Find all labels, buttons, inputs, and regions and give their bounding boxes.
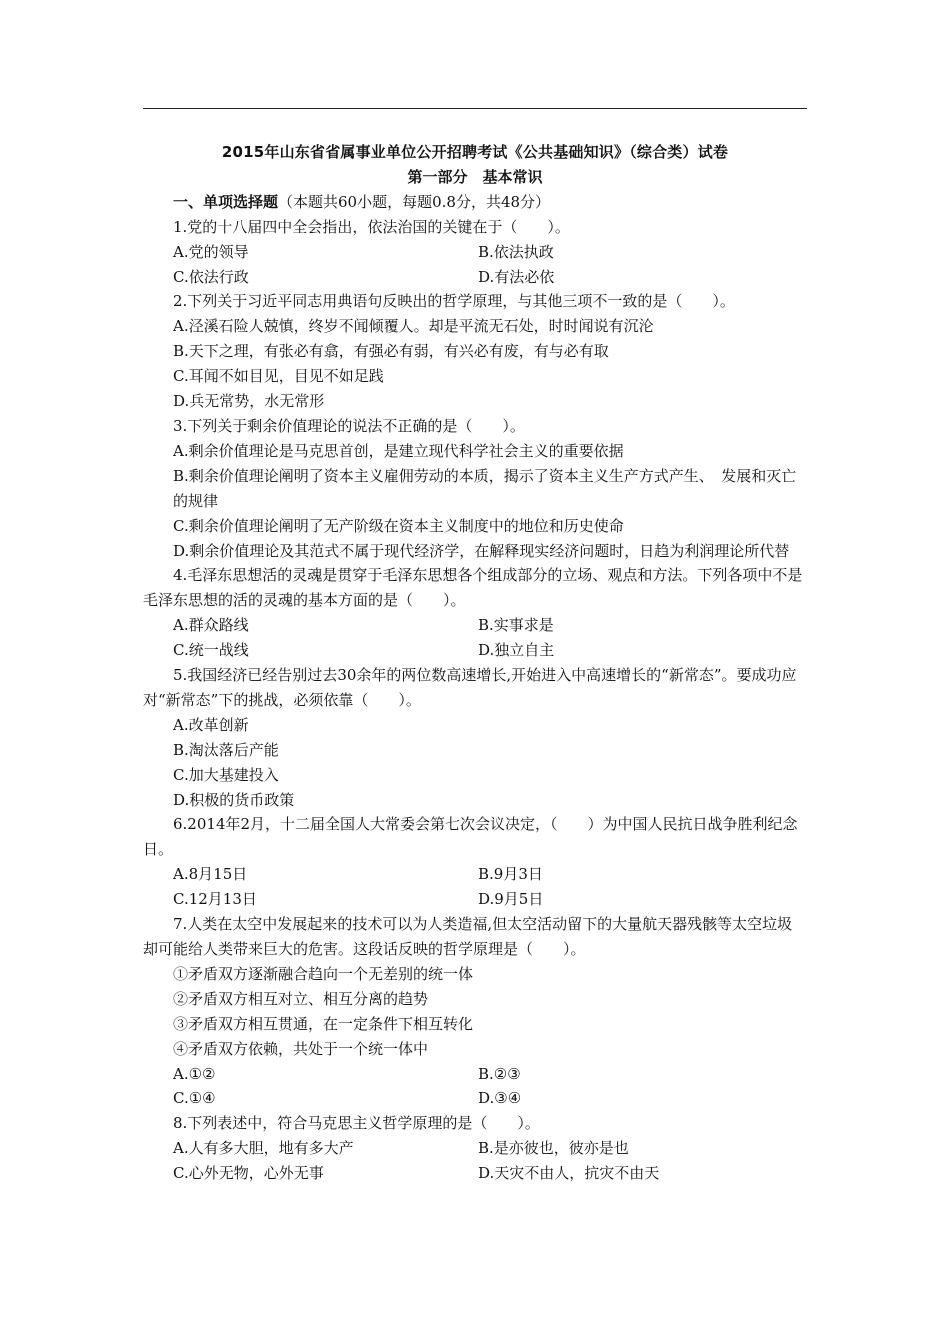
option: C.耳闻不如目见，目见不如足践 (173, 367, 384, 386)
option: C.剩余价值理论阐明了无产阶级在资本主义制度中的地位和历史使命 (173, 516, 624, 535)
question-stem: 2.下列关于习近平同志用典语句反映出的哲学原理，与其他三项不一致的是（ ）。 (173, 292, 735, 311)
question-stem: 8.下列表述中，符合马克思主义哲学原理的是（ ）。 (173, 1114, 540, 1133)
question-stem: 7.人类在太空中发展起来的技术可以为人类造福,但太空活动留下的大量航天器残骸等太空垃圾却可能给人类带来巨大的危害。这段话反映的哲学原理是（ ）。 (143, 915, 793, 958)
section-heading (143, 190, 807, 215)
option: D.剩余价值理论及其范式不属于现代经济学，在解释现实经济问题时，日趋为利润理论所代替 (173, 541, 790, 560)
option: B.天下之理，有张必有翕，有强必有弱，有兴必有废，有与必有取 (173, 342, 609, 361)
option: D.积极的货币政策 (173, 790, 295, 809)
option: C.心外无物，心外无事 (173, 1164, 324, 1183)
statement: ①矛盾双方逐渐融合趋向一个无差别的统一体 (173, 964, 474, 983)
option: B.淘汰落后产能 (173, 740, 279, 759)
option: C.加大基建投入 (173, 765, 279, 784)
option-row (143, 613, 807, 638)
section-note: （本题共60小题，每题0.8分，共48分） (278, 192, 551, 211)
exam-title: 2015年山东省省属事业单位公开招聘考试《公共基础知识》（综合类）试卷 (221, 143, 729, 161)
question-stem: 4.毛泽东思想活的灵魂是贯穿于毛泽东思想各个组成部分的立场、观点和方法。下列各项中不是毛泽东思想的活的灵魂的基本方面的是（ ）。 (143, 566, 803, 610)
option-row (143, 1161, 807, 1186)
option-row (143, 887, 807, 912)
option: B.依法执政 (478, 242, 554, 261)
option: A.改革创新 (173, 715, 249, 734)
option-row (143, 240, 807, 265)
part-title: 第一部分 基本常识 (407, 167, 543, 186)
statement: ③矛盾双方相互贯通，在一定条件下相互转化 (173, 1014, 474, 1033)
option-row (143, 638, 807, 663)
option: B.实事求是 (478, 616, 554, 635)
option: D.兵无常势，水无常形 (173, 392, 325, 411)
option: C.12月13日 (173, 890, 257, 909)
option: A.①② (173, 1064, 216, 1083)
option: A.剩余价值理论是马克思首创，是建立现代科学社会主义的重要依据 (173, 441, 624, 460)
question-stem: 6.2014年2月，十二届全国人大常委会第七次会议决定，（ ）为中国人民抗日战争胜利纪念日。 (143, 815, 798, 859)
option: B.9月3日 (478, 865, 543, 884)
option: D.有法必依 (478, 267, 555, 286)
option: D.③④ (478, 1089, 522, 1108)
option: A.群众路线 (173, 616, 249, 635)
statement: ④矛盾双方依赖，共处于一个统一体中 (173, 1039, 429, 1058)
option: B.是亦彼也，彼亦是也 (478, 1139, 629, 1158)
option-row (143, 1062, 807, 1087)
section-label: 一、单项选择题 (173, 192, 279, 211)
option: C.统一战线 (173, 641, 249, 660)
question-stem: 3.下列关于剩余价值理论的说法不正确的是（ ）。 (173, 416, 525, 435)
option-row (143, 265, 807, 290)
header-rule (143, 108, 807, 109)
option: A.8月15日 (173, 865, 248, 884)
option-row (143, 1086, 807, 1111)
option: B.②③ (478, 1064, 521, 1083)
question-stem: 1.党的十八届四中全会指出，依法治国的关键在于（ ）。 (173, 217, 570, 236)
option: A.泾溪石险人兢慎，终岁不闻倾覆人。却是平流无石处，时时闻说有沉沦 (173, 317, 654, 336)
statement: ②矛盾双方相互对立、相互分离的趋势 (173, 989, 429, 1008)
exam-page (143, 140, 807, 1186)
option: D.9月5日 (478, 890, 544, 909)
option-row (143, 862, 807, 887)
question-stem: 5.我国经济已经告别过去30余年的两位数高速增长,开始进入中高速增长的“新常态”。要成功应对“新常态”下的挑战，必须依靠（ ）。 (143, 666, 797, 709)
option: A.党的领导 (173, 242, 249, 261)
option: D.天灾不由人，抗灾不由天 (478, 1164, 660, 1183)
option: C.依法行政 (173, 267, 249, 286)
option: C.①④ (173, 1089, 216, 1108)
option: D.独立自主 (478, 641, 555, 660)
option: A.人有多大胆，地有多大产 (173, 1139, 354, 1158)
option-row (143, 1136, 807, 1161)
option: B.剩余价值理论阐明了资本主义雇佣劳动的本质，揭示了资本主义生产方式产生、 发展和灭亡的规律 (173, 466, 797, 510)
